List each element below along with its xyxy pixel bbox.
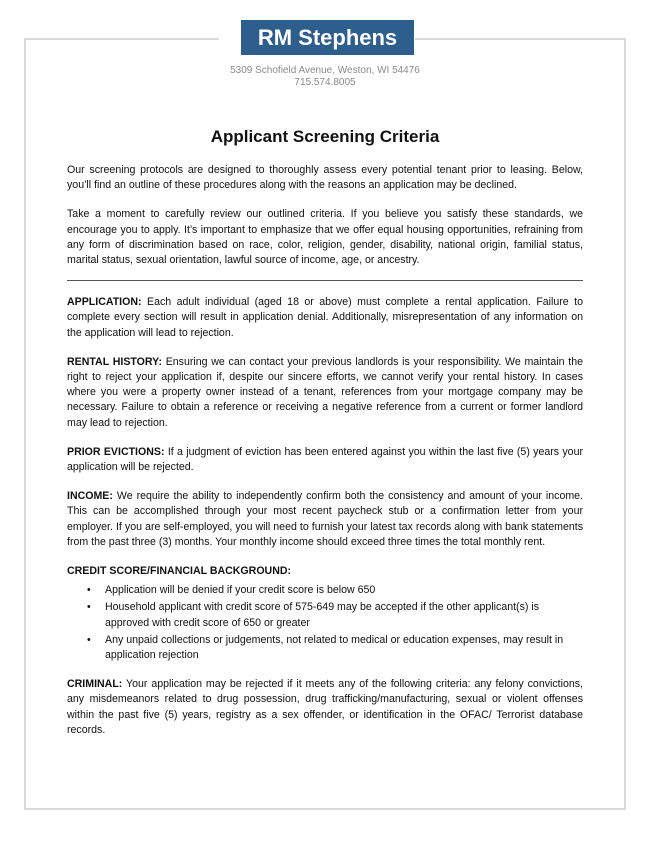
credit-bullet xyxy=(87,600,583,630)
credit-label: CREDIT SCORE/FINANCIAL BACKGROUND: xyxy=(67,565,292,578)
prior-evictions-section xyxy=(67,445,583,475)
credit-bullet xyxy=(87,583,583,598)
criminal-label: CRIMINAL: xyxy=(67,678,123,691)
credit-bullet-text: Household applicant with credit score of 575-649 may be accepted if the other applicant(s) is approved with credit score of 650 or greater xyxy=(105,601,539,629)
intro-paragraph-1: Our screening protocols are designed to thoroughly assess every potential tenant prior to leasing. Below, you’ll find an outline of these procedures along with the reasons an application may be declined. xyxy=(67,164,583,192)
company-address: 5309 Schofield Avenue, Weston, WI 54476 xyxy=(230,65,420,76)
income-text: We require the ability to independently confirm both the consistency and amount of your income. This can be accomplished through your most recent paycheck stub or a confirmation letter from your employer. If you are self-employed, you will need to furnish your latest tax records along with bank statements from the past three (3) months. Your monthly income should exceed three times the total monthly rent. xyxy=(67,490,583,548)
bullet-icon: • xyxy=(87,601,91,614)
page-title: Applicant Screening Criteria xyxy=(210,127,440,146)
company-phone: 715.574.8005 xyxy=(294,77,356,88)
bullet-icon: • xyxy=(87,584,91,597)
brand-logo: RM Stephens xyxy=(241,20,414,55)
prior-evictions-text: If a judgment of eviction has been entered against you within the last five (5) years your application will be rejected. xyxy=(67,445,583,474)
application-section xyxy=(67,295,583,341)
income-section xyxy=(67,489,583,550)
rental-history-section xyxy=(67,355,583,431)
application-text: Each adult individual (aged 18 or above) must complete a rental application. Failure to complete every section will result in application denial. Additionally, misrepresentation of any information on the application will lead to rejection. xyxy=(67,296,583,339)
rental-history-label: RENTAL HISTORY: xyxy=(67,355,162,368)
bullet-icon: • xyxy=(87,633,91,646)
credit-bullet-text: Any unpaid collections or judgements, not related to medical or education expenses, may result in application rejection xyxy=(105,633,564,662)
application-label: APPLICATION: xyxy=(67,296,142,309)
section-divider xyxy=(67,280,583,281)
credit-bullet-list xyxy=(67,583,583,663)
intro-paragraph-2: Take a moment to carefully review our outlined criteria. If you believe you satisfy these standards, we encourage you to apply. It’s important to emphasize that we offer equal housing opportunities, refraining from any form of discrimination based on race, color, religion, gender, disability, national origin, familial status, marital status, sexual orientation, lawful source of income, age, or ancestry. xyxy=(67,208,583,267)
credit-bullet xyxy=(87,633,583,663)
rental-history-text: Ensuring we can contact your previous landlords is your responsibility. We maintain the right to reject your application if, despite our sincere efforts, we cannot verify your rental history. In cases where you were a property owner instead of a tenant, references from your mortgage company may be necessary. Failure to obtain a reference or receiving a negative reference from a current or former landlord may lead to rejection. xyxy=(67,355,583,429)
credit-bullet-text: Application will be denied if your credit score is below 650 xyxy=(105,584,376,597)
prior-evictions-label: PRIOR EVICTIONS: xyxy=(67,445,165,458)
criminal-text: Your application may be rejected if it meets any of the following criteria: any felony convictions, any misdemeanors related to drug possession, drug trafficking/manufacturing, sexual or violent offenses within the past five (5) years, registry as a sex offender, or identification in the OFAC/ Terrorist database records. xyxy=(67,678,583,736)
income-label: INCOME: xyxy=(67,490,113,503)
document-body xyxy=(67,163,583,752)
criminal-section xyxy=(67,677,583,738)
